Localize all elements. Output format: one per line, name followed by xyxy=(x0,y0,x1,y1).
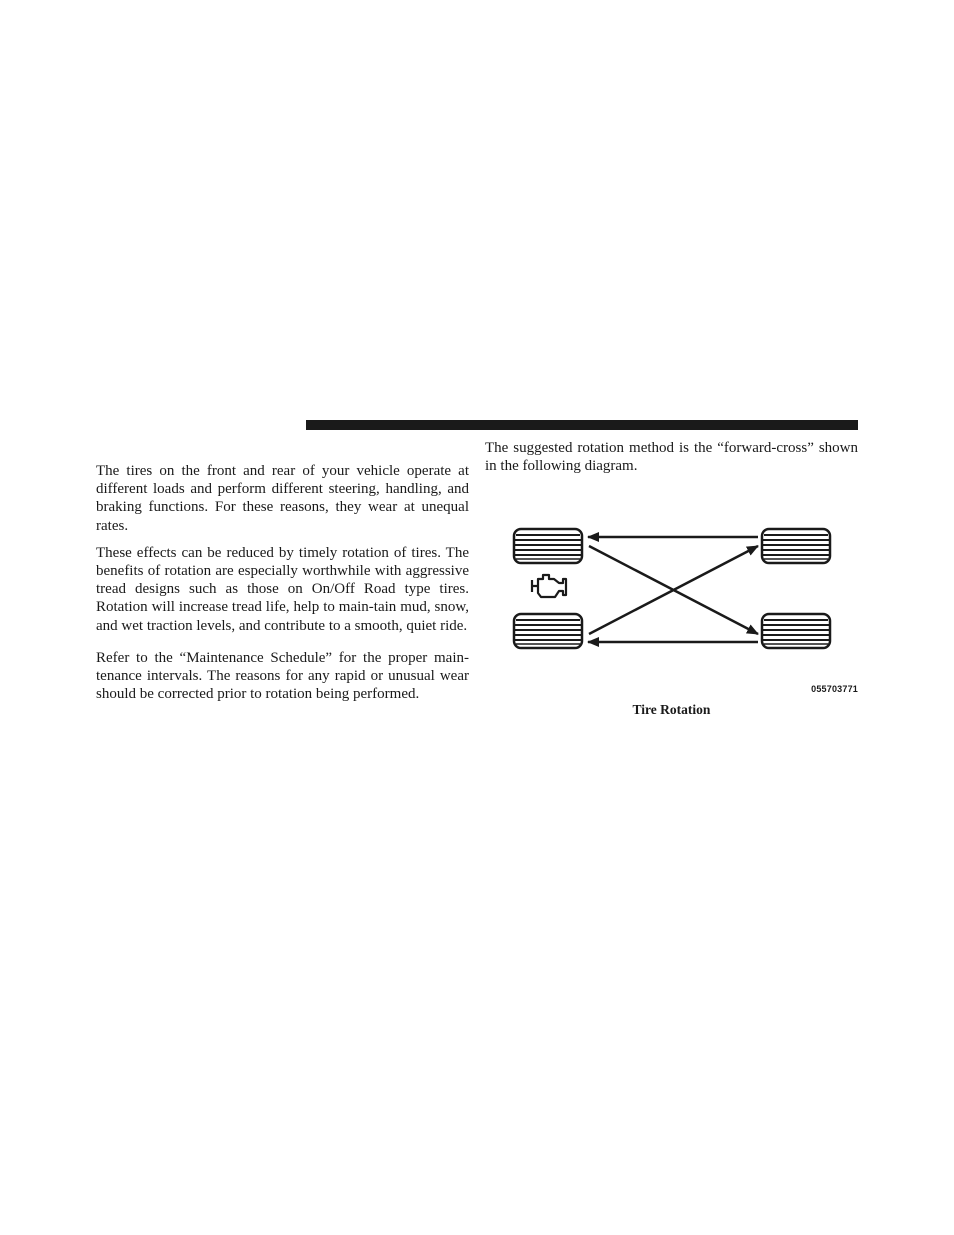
tire-front-right-icon xyxy=(514,614,582,648)
paragraph-wear-rates: The tires on the front and rear of your vehicle operate at different loads and perform different steering, handling, and braking functions. For these reasons, they wear at unequal rates. xyxy=(96,463,469,534)
paragraph-rotation-method: The suggested rotation method is the “forward-cross” shown in the following diagram. xyxy=(485,440,858,475)
right-column xyxy=(485,439,858,475)
tire-front-left-icon xyxy=(514,529,582,563)
left-column xyxy=(96,462,469,712)
paragraph-maintenance-schedule: Refer to the “Maintenance Schedule” for the proper main-tenance intervals. The reasons for any rapid or unusual wear should be corrected prior to rotation being performed. xyxy=(96,649,469,703)
engine-icon xyxy=(532,575,566,597)
tire-rear-right-icon xyxy=(762,614,830,648)
tire-rotation-diagram xyxy=(505,505,858,700)
header-rule xyxy=(306,420,858,430)
paragraph-rotation-benefits: These effects can be reduced by timely rotation of tires. The benefits of rotation are especially worthwhile with aggressive tread designs such as those on On/Off Road type tires. Rotation will increase tread life, help to main-tain mud, snow, and wet traction levels, and contribute to a smooth, quiet ride. xyxy=(96,544,469,634)
diagram-svg xyxy=(505,505,858,683)
tire-rear-left-icon xyxy=(762,529,830,563)
figure-code: 055703771 xyxy=(811,684,858,694)
figure-caption: Tire Rotation xyxy=(632,702,711,717)
